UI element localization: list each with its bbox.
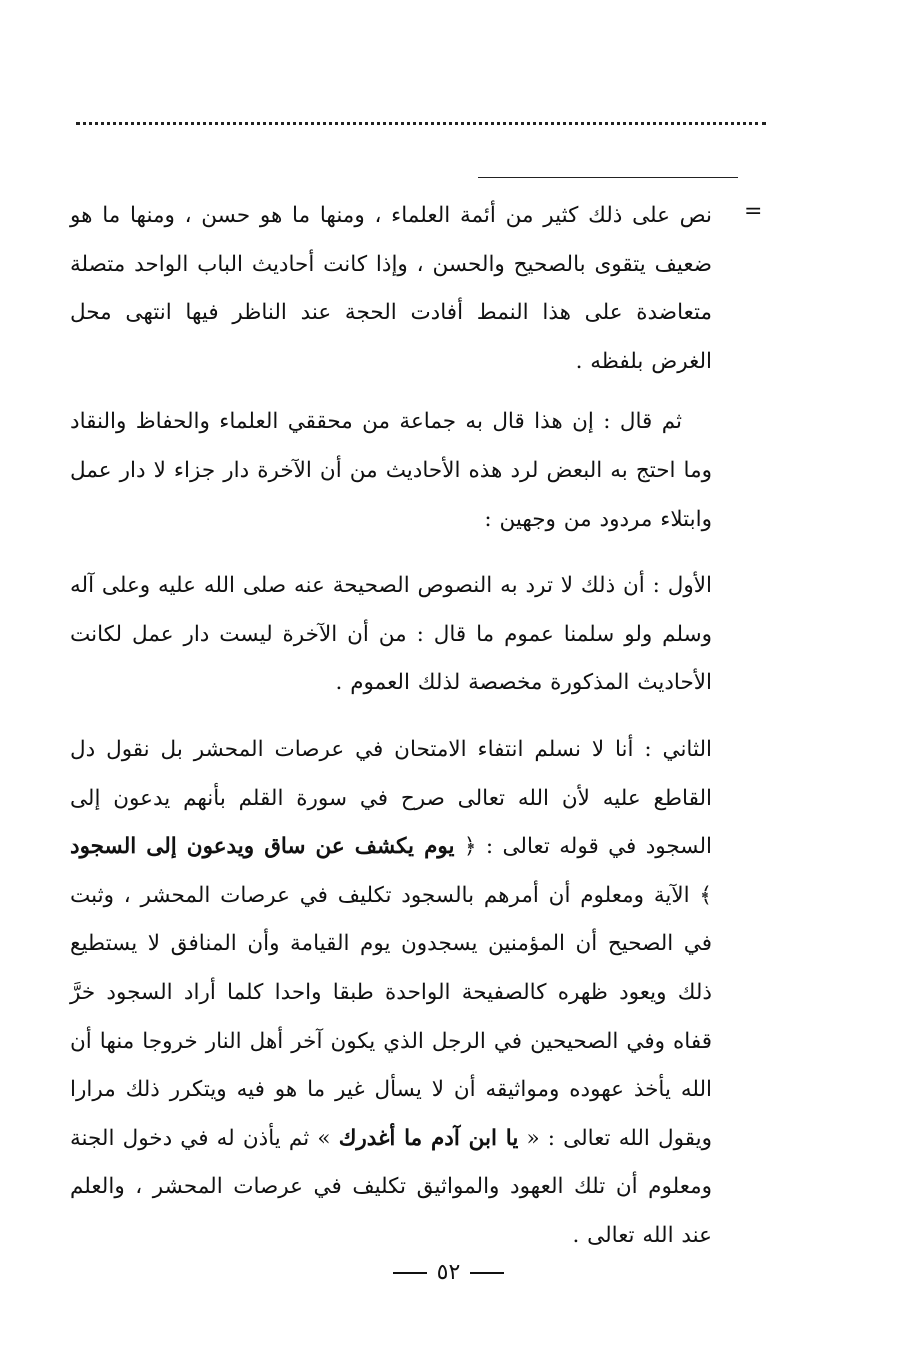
paragraph-4-text-1: الثاني : أنا لا نسلم انتفاء الامتحان في عرصات المحشر بل نقول دل القاطع عليه لأن الله تعالى صرح في سورة القلم بأنهم يدعون إلى السجود في قوله تعالى : ﴿	[70, 736, 712, 860]
footer-dash-left	[393, 1272, 427, 1274]
paragraph-2: ثم قال : إن هذا قال به جماعة من محققي العلماء والحفاظ والنقاد وما احتج به البعض لرد هذه الأحاديث من أن الآخرة دار جزاء لا دار عمل وابتلاء مردود من وجهين :	[70, 409, 712, 532]
paragraph-4	[70, 726, 712, 1261]
quran-verse-quote: يوم يكشف عن ساق ويدعون إلى السجود	[70, 834, 455, 860]
paragraph-3: الأول : أن ذلك لا ترد به النصوص الصحيحة عنه صلى الله عليه وعلى آله وسلم ولو سلمنا عموم ما قال : من أن الآخرة ليست دار عمل لكانت الأحاديث المذكورة مخصصة لذلك العموم .	[70, 573, 712, 696]
header-dotted-rule	[76, 122, 766, 125]
paragraph-1: نص على ذلك كثير من أئمة العلماء ، ومنها ما هو حسن ، ومنها ما هو ضعيف يتقوى بالصحيح والحسن ، وإذا كانت أحاديث الباب الواحد متصلة متعاضدة على هذا النمط أفادت الحجة عند الناظر فيها انتهى محل الغرض بلفظه .	[70, 203, 712, 374]
hadith-quote: يا ابن آدم ما أغدرك	[338, 1125, 519, 1151]
footnote-separator-rule	[478, 177, 738, 178]
continuation-mark: =	[744, 199, 763, 224]
paragraph-4-text-2: ﴾ الآية ومعلوم أن أمرهم بالسجود تكليف في عرصات المحشر ، وثبت في الصحيح أن المؤمنين يسجدون يوم القيامة وأن المنافق لا يستطيع ذلك ويعود ظهره كالصفيحة الواحدة طبقا واحدا كلما أراد السجود خرَّ قفاه وفي الصحيحين في الرجل الذي يكون آخر أهل النار خروجا منها أن الله يأخذ عهوده ومواثيقه أن لا يسأل غير ما هو فيه ويتكرر ذلك مرارا ويقول الله تعالى : «	[70, 882, 712, 1151]
footer-dash-right	[470, 1272, 504, 1274]
paragraph-4-text-3: » ثم يأذن له في دخول الجنة ومعلوم أن تلك العهود والمواثيق تكليف في عرصات المحشر ، والعلم عند الله تعالى .	[70, 1125, 712, 1248]
page-number: ٥٢	[436, 1260, 461, 1285]
page-body	[70, 192, 712, 1260]
page-footer	[0, 1260, 897, 1285]
